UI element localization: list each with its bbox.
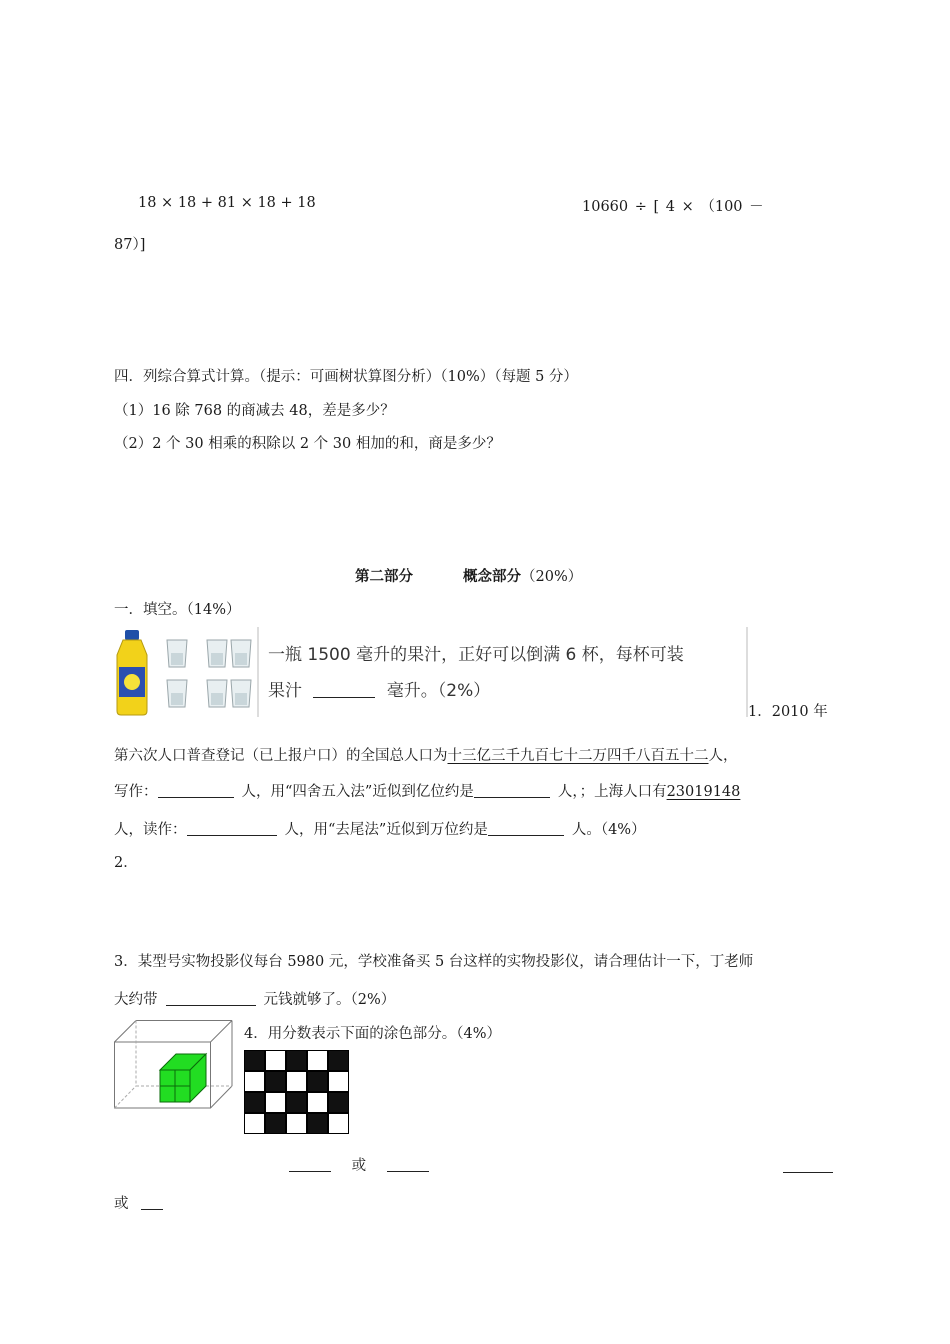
expression-2-continued: 87）] xyxy=(114,237,146,253)
grid-cell xyxy=(286,1050,307,1071)
grid-cell xyxy=(328,1071,349,1092)
grid-cell xyxy=(307,1092,328,1113)
fraction-blank-1[interactable] xyxy=(289,1157,331,1172)
juice-bottle-icon xyxy=(117,630,147,715)
grid-cell xyxy=(244,1050,265,1071)
grid-cell xyxy=(307,1071,328,1092)
grid-cell xyxy=(328,1113,349,1134)
grid-cell xyxy=(265,1050,286,1071)
population-chinese-number: 十三亿三千九百七十二万四千八百五十二 xyxy=(447,748,709,764)
cube-box-icon xyxy=(114,1020,234,1110)
write-blank[interactable] xyxy=(158,783,234,798)
juice-label: 果汁 xyxy=(268,681,302,701)
q3-text: 大约带 xyxy=(114,992,158,1008)
grid-cell xyxy=(244,1092,265,1113)
section-4-title: 四．列综合算式计算。（提示：可画树状算图分析）（10%）（每题 5 分） xyxy=(114,369,578,385)
floor-blank[interactable] xyxy=(488,821,564,836)
write-label: 写作： xyxy=(114,784,158,800)
part-2-percent: （20%） xyxy=(521,569,583,585)
grid-cell xyxy=(286,1113,307,1134)
juice-unit: 毫升。（2%） xyxy=(386,681,491,701)
juice-answer-blank[interactable] xyxy=(313,683,375,698)
grid-cell xyxy=(244,1071,265,1092)
floor-text: 人，用“去尾法”近似到万位约是 xyxy=(284,822,488,838)
grid-cell xyxy=(286,1092,307,1113)
money-blank[interactable] xyxy=(166,991,256,1006)
round-text: 人，用“四舍五入法”近似到亿位约是 xyxy=(241,784,474,800)
grid-cell xyxy=(307,1113,328,1134)
concept-label: 概念部分 xyxy=(463,568,521,585)
read-label: 人，读作： xyxy=(114,822,187,838)
fill-blank-title: 一．填空。（14%） xyxy=(114,602,241,618)
grid-cell xyxy=(328,1092,349,1113)
grid-cell xyxy=(265,1113,286,1134)
part-2-label: 第二部分 xyxy=(355,568,413,585)
answer-row-1 xyxy=(289,1154,429,1175)
grid-cell xyxy=(328,1050,349,1071)
question-1-number: 1．2010 年 xyxy=(748,704,828,720)
shanghai-population: 23019148 xyxy=(666,784,741,800)
q3-text-end: 元钱就够了。（2%） xyxy=(263,992,396,1008)
question-4: 4．用分数表示下面的涂色部分。（4%） xyxy=(244,1026,501,1042)
juice-problem-line-1: 一瓶 1500 毫升的果汁，正好可以倒满 6 杯，每杯可装 xyxy=(268,645,684,665)
grid-cell xyxy=(286,1071,307,1092)
question-1-line-2 xyxy=(114,780,740,801)
grid-cell xyxy=(244,1113,265,1134)
fraction-blank-2[interactable] xyxy=(387,1157,429,1172)
section-4-question-2: （2）2 个 30 相乘的积除以 2 个 30 相加的和，商是多少？ xyxy=(114,436,501,452)
grid-cell xyxy=(265,1071,286,1092)
grid-cell xyxy=(307,1050,328,1071)
juice-problem-line-2 xyxy=(268,676,490,701)
expression-1: 18 × 18 + 81 × 18 + 18 xyxy=(138,195,316,211)
or-label-1: 或 xyxy=(351,1158,367,1174)
grid-cell xyxy=(265,1092,286,1113)
or-label-2: 或 xyxy=(114,1196,129,1212)
expression-2: 10660 ÷ [ 4 × （100 － xyxy=(582,199,764,215)
question-3-line-2 xyxy=(114,988,395,1009)
answer-row-2 xyxy=(114,1192,163,1213)
read-blank[interactable] xyxy=(187,821,277,836)
question-3-line-1: 3．某型号实物投影仪每台 5980 元，学校准备买 5 台这样的实物投影仪，请合理估计一下，丁老师 xyxy=(114,954,754,970)
checkerboard-grid xyxy=(244,1050,349,1134)
question-1-line-3 xyxy=(114,818,646,839)
part-2-title xyxy=(355,565,582,586)
q1-text: 第六次人口普查登记（已上报户口）的全国总人口为 xyxy=(114,748,448,764)
round-blank[interactable] xyxy=(474,783,550,798)
section-4-question-1: （1）16 除 768 的商减去 48，差是多少？ xyxy=(114,403,395,419)
question-2-number: 2． xyxy=(114,855,138,871)
q1-percent: 人。（4%） xyxy=(571,822,646,838)
fraction-blank-4[interactable] xyxy=(141,1195,163,1210)
question-1-line-1 xyxy=(114,744,738,765)
q1-text-end: 人， xyxy=(708,748,738,764)
fraction-blank-3[interactable] xyxy=(783,1158,833,1173)
shanghai-text: 人，；上海人口有 xyxy=(557,784,667,800)
